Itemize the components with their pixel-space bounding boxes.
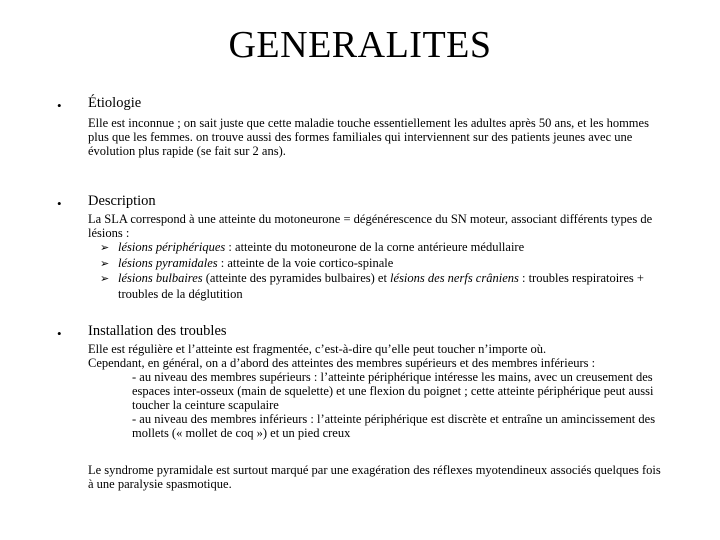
arrow-bullet-icon: ➢ (100, 241, 110, 254)
list-item-term: lésions périphériques (118, 240, 226, 254)
etiologie-text: Elle est inconnue ; on sait juste que cette maladie touche essentiellement les adultes après 50 ans, et les hommes plus que les femmes. on trouve aussi des formes familiales qui interviennent sur des patients jeunes avec une évolution plus rapide (se fait sur 2 ans). (88, 116, 649, 158)
etiologie-paragraph (88, 116, 668, 158)
list-item-term: lésions bulbaires (118, 271, 203, 285)
list-item-term: lésions des nerfs crâniens (390, 271, 519, 285)
list-item-term: lésions pyramidales (118, 255, 218, 270)
arrow-bullet-icon: ➢ (100, 272, 110, 285)
conclusion-paragraph (88, 463, 668, 491)
description-paragraph (88, 212, 668, 301)
list-item (88, 240, 668, 256)
list-item (88, 256, 668, 272)
description-intro: La SLA correspond à une atteinte du motoneurone = dégénérescence du SN moteur, associant différents types de lésions : (88, 212, 653, 240)
conclusion-text: Le syndrome pyramidale est surtout marqué par une exagération des réflexes myotendineux associés quelques fois à une paralysie spasmotique. (88, 463, 661, 491)
installation-paragraph (88, 342, 668, 440)
bullet-marker: • (57, 98, 62, 113)
section-heading-description: Description (88, 193, 156, 209)
bullet-marker: • (57, 326, 62, 341)
list-item-text: (atteinte des pyramides bulbaires) et (202, 271, 391, 285)
list-item-text: : atteinte de la voie cortico-spinale (217, 255, 394, 270)
installation-inferior-limbs: - au niveau des membres inférieurs : l’atteinte périphérique est discrète et entraîne un amincissement des mollets (« mollet de coq ») et un pied creux (132, 412, 656, 440)
section-heading-etiologie: Étiologie (88, 95, 142, 111)
list-item-text: : troubles respiratoires + troubles de la déglutition (118, 271, 644, 301)
installation-line-2: Cependant, en général, on a d’abord des atteintes des membres supérieurs et des membres inférieurs : (88, 356, 596, 370)
installation-superior-limbs: - au niveau des membres supérieurs : l’atteinte périphérique intéresse les mains, avec un creusement des espaces inter-osseux (main de squelette) et une flexion du poignet ; cette atteinte périphérique peut aussi toucher la ceinture scapulaire (132, 370, 654, 412)
section-heading-installation: Installation des troubles (88, 323, 227, 339)
list-item-text: : atteinte du motoneurone de la corne antérieure médullaire (225, 240, 525, 254)
installation-line-1: Elle est régulière et l’atteinte est fragmentée, c’est-à-dire qu’elle peut toucher n’importe où. (88, 342, 547, 356)
page-title: GENERALITES (228, 24, 492, 66)
list-item (88, 271, 668, 301)
arrow-bullet-icon: ➢ (100, 256, 110, 270)
bullet-marker: • (57, 196, 62, 211)
